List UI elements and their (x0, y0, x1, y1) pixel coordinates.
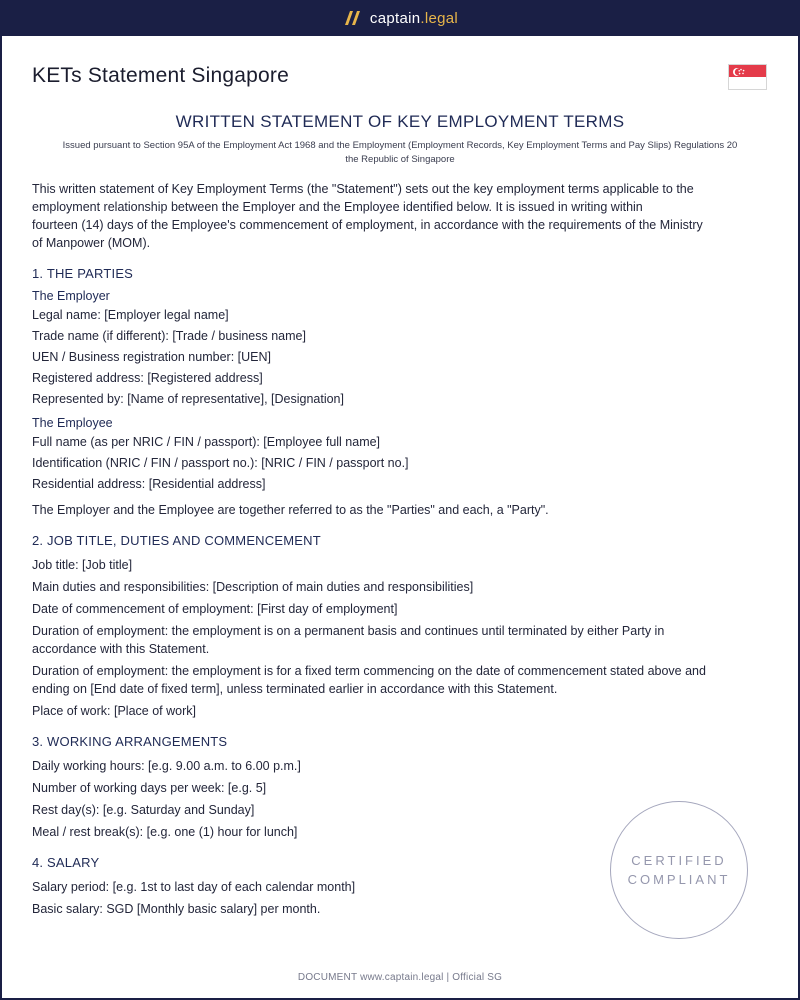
employer-legal-name: Legal name: [Employer legal name] (32, 308, 229, 322)
section-title: 3. WORKING ARRANGEMENTS (32, 734, 228, 749)
certified-compliant-stamp: CERTIFIED COMPLIANT (610, 801, 748, 939)
employee-identification: Identification (NRIC / FIN / passport no.): [NRIC / FIN / passport no.] (32, 456, 409, 470)
section-title: 4. SALARY (32, 855, 100, 870)
employer-heading: The Employer (32, 289, 110, 303)
place-of-work: Place of work: [Place of work] (32, 704, 196, 718)
permanent-duration: Duration of employment: the employment is on a permanent basis and continues until terminated by either Party in accordance with this Statement. (32, 624, 665, 656)
section-job (32, 533, 768, 720)
job-title-line: Job title: [Job title] (32, 558, 133, 572)
intro-paragraph: This written statement of Key Employment Terms (the "Statement") sets out the key employment terms applicable to the employment relationship between the Employer and the Employee identified below. It is issued in writing within fourteen (14) days of the Employee's commencement of employment, in accordance with the requirements of the Ministry of Manpower (MOM). (32, 182, 703, 250)
top-bar (0, 0, 800, 36)
parties-definition: The Employer and the Employee are together referred to as the "Parties" and each, a "Party". (32, 503, 549, 517)
employee-heading: The Employee (32, 416, 113, 430)
brand-name: captain.legal (369, 9, 459, 27)
document-page (2, 36, 798, 998)
meal-breaks: Meal / rest break(s): [e.g. one (1) hour for lunch] (32, 825, 298, 839)
singapore-flag-icon (728, 64, 767, 90)
employer-uen: UEN / Business registration number: [UEN] (32, 350, 271, 364)
employee-address: Residential address: [Residential address] (32, 477, 266, 491)
section-title: 1. THE PARTIES (32, 266, 134, 281)
statutory-basis: Issued pursuant to Section 95A of the Employment Act 1968 and the Employment (Employment Records, Key Employment Terms and Pay Slips) Regulations 20 the Republic of Singapore (62, 140, 738, 165)
employee-full-name: Full name (as per NRIC / FIN / passport): [Employee full name] (32, 435, 381, 449)
document-footer: DOCUMENT www.captain.legal | Official SG (297, 972, 503, 983)
working-days: Number of working days per week: [e.g. 5] (32, 781, 267, 795)
commencement-line: Date of commencement of employment: [First day of employment] (32, 602, 398, 616)
section-parties (32, 266, 768, 519)
basic-salary: Basic salary: SGD [Monthly basic salary] per month. (32, 902, 321, 916)
employer-representative: Represented by: [Name of representative], [Designation] (32, 392, 344, 406)
captain-logo-icon (342, 10, 362, 26)
working-hours: Daily working hours: [e.g. 9.00 a.m. to 6.00 p.m.] (32, 759, 301, 773)
brand[interactable] (342, 10, 458, 27)
fixed-term-duration: Duration of employment: the employment is for a fixed term commencing on the date of commencement stated above and ending on [End date of fixed term], unless terminated earlier in accordance with this Statement. (32, 664, 706, 696)
statement-heading: WRITTEN STATEMENT OF KEY EMPLOYMENT TERMS (175, 112, 625, 131)
employer-trade-name: Trade name (if different): [Trade / business name] (32, 329, 306, 343)
duties-line: Main duties and responsibilities: [Description of main duties and responsibilities] (32, 580, 474, 594)
rest-days: Rest day(s): [e.g. Saturday and Sunday] (32, 803, 255, 817)
document-title: KETs Statement Singapore (32, 64, 289, 87)
employer-address: Registered address: [Registered address] (32, 371, 263, 385)
section-title: 2. JOB TITLE, DUTIES AND COMMENCEMENT (32, 533, 321, 548)
salary-period: Salary period: [e.g. 1st to last day of each calendar month] (32, 880, 356, 894)
